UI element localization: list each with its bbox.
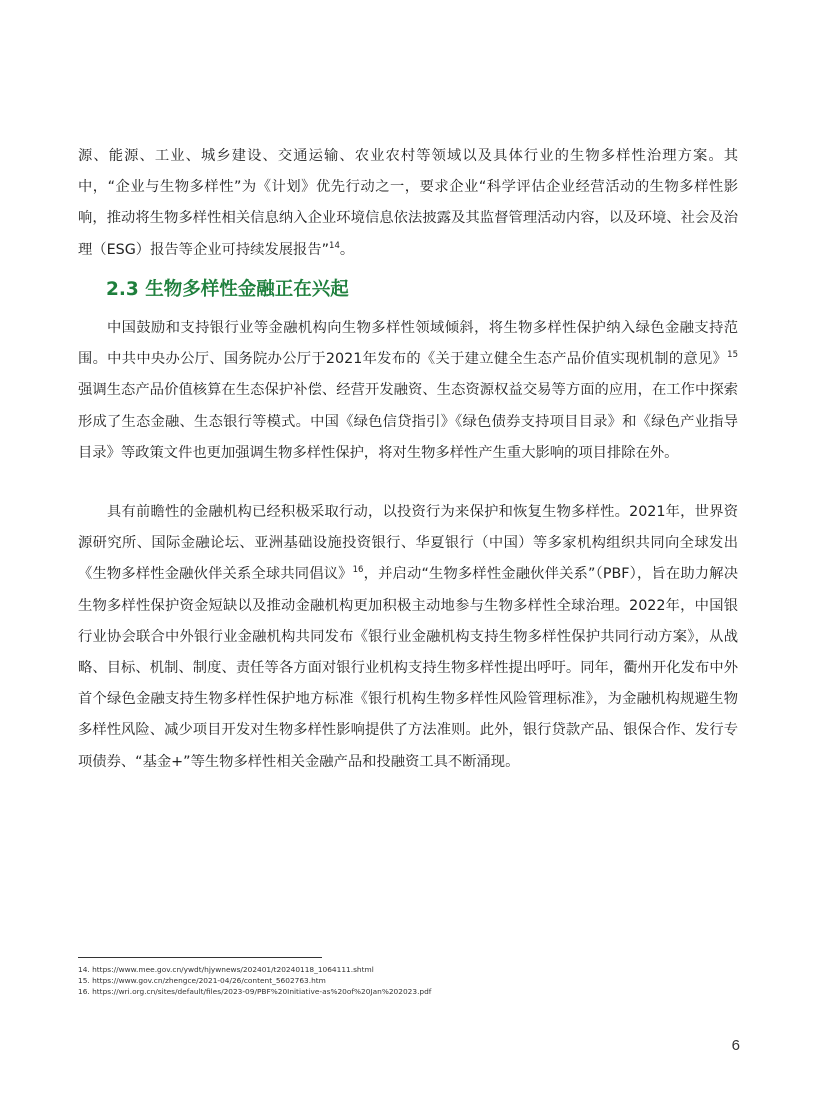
paragraph-1-tail: 。 xyxy=(339,241,355,258)
footnote-divider xyxy=(78,957,322,958)
footnotes xyxy=(78,964,678,997)
page-number: 6 xyxy=(731,1037,740,1054)
paragraph-2-part1: 中国鼓励和支持银行业等金融机构向生物多样性领域倾斜，将生物多样性保护纳入绿色金融支持范围。中共中央办公厅、国务院办公厅于2021年发布的《关于建立健全生态产品价值实现机制的意见》 xyxy=(78,320,738,368)
section-heading: 2.3 生物多样性金融正在兴起 xyxy=(106,279,349,300)
footnote-ref-16[interactable]: 16 xyxy=(352,565,364,576)
footnote-ref-14[interactable]: 14 xyxy=(329,240,340,251)
footnote-14[interactable]: 14. https://www.mee.gov.cn/ywdt/hjywnews/202401/t20240118_1064111.shtml xyxy=(78,965,374,974)
paragraph-3 xyxy=(78,497,738,778)
footnote-15[interactable]: 15. https://www.gov.cn/zhengce/2021-04/26/content_5602763.htm xyxy=(78,976,326,985)
paragraph-1-text: 源、能源、工业、城乡建设、交通运输、农业农村等领域以及具体行业的生物多样性治理方案。其中，“企业与生物多样性”为《计划》优先行动之一，要求企业“科学评估企业经营活动的生物多样性影响，推动将生物多样性相关信息纳入企业环境信息依法披露及其监督管理活动内容，以及环境、社会及治理（ESG）报告等企业可持续发展报告” xyxy=(78,148,738,258)
paragraph-3-part2: ，并启动“生物多样性金融伙伴关系”（PBF），旨在助力解决生物多样性保护资金短缺以及推动金融机构更加积极主动地参与生物多样性全球治理。2022年，中国银行业协会联合中外银行业金融机构共同发布《银行业金融机构支持生物多样性保护共同行动方案》，从战略、目标、机制、制度、责任等各方面对银行业机构支持生物多样性提出呼吁。同年，衢州开化发布中外首个绿色金融支持生物多样性保护地方标准《银行机构生物多样性风险管理标准》，为金融机构规避生物多样性风险、减少项目开发对生物多样性影响提供了方法准则。此外，银行贷款产品、银保合作、发行专项债券、“基金+”等生物多样性相关金融产品和投融资工具不断涌现。 xyxy=(78,566,739,770)
paragraph-2 xyxy=(78,313,738,469)
footnote-16[interactable]: 16. https://wri.org.cn/sites/default/files/2023-09/PBF%20Initiative-as%20of%20Jan%202023.pdf xyxy=(78,987,432,996)
paragraph-2-part2: 强调生态产品价值核算在生态保护补偿、经营开发融资、生态资源权益交易等方面的应用，在工作中探索形成了生态金融、生态银行等模式。中国《绿色信贷指引》《绿色债券支持项目目录》和《绿色产业指导目录》等政策文件也更加强调生物多样性保护，将对生物多样性产生重大影响的项目排除在外。 xyxy=(78,382,738,461)
paragraph-3-part1: 具有前瞻性的金融机构已经积极采取行动，以投资行为来保护和恢复生物多样性。2021年，世界资源研究所、国际金融论坛、亚洲基础设施投资银行、华夏银行（中国）等多家机构组织共同向全球发出《生物多样性金融伙伴关系全球共同倡议》 xyxy=(78,504,738,583)
paragraph-1 xyxy=(78,141,738,266)
footnote-ref-15[interactable]: 15 xyxy=(727,350,738,361)
